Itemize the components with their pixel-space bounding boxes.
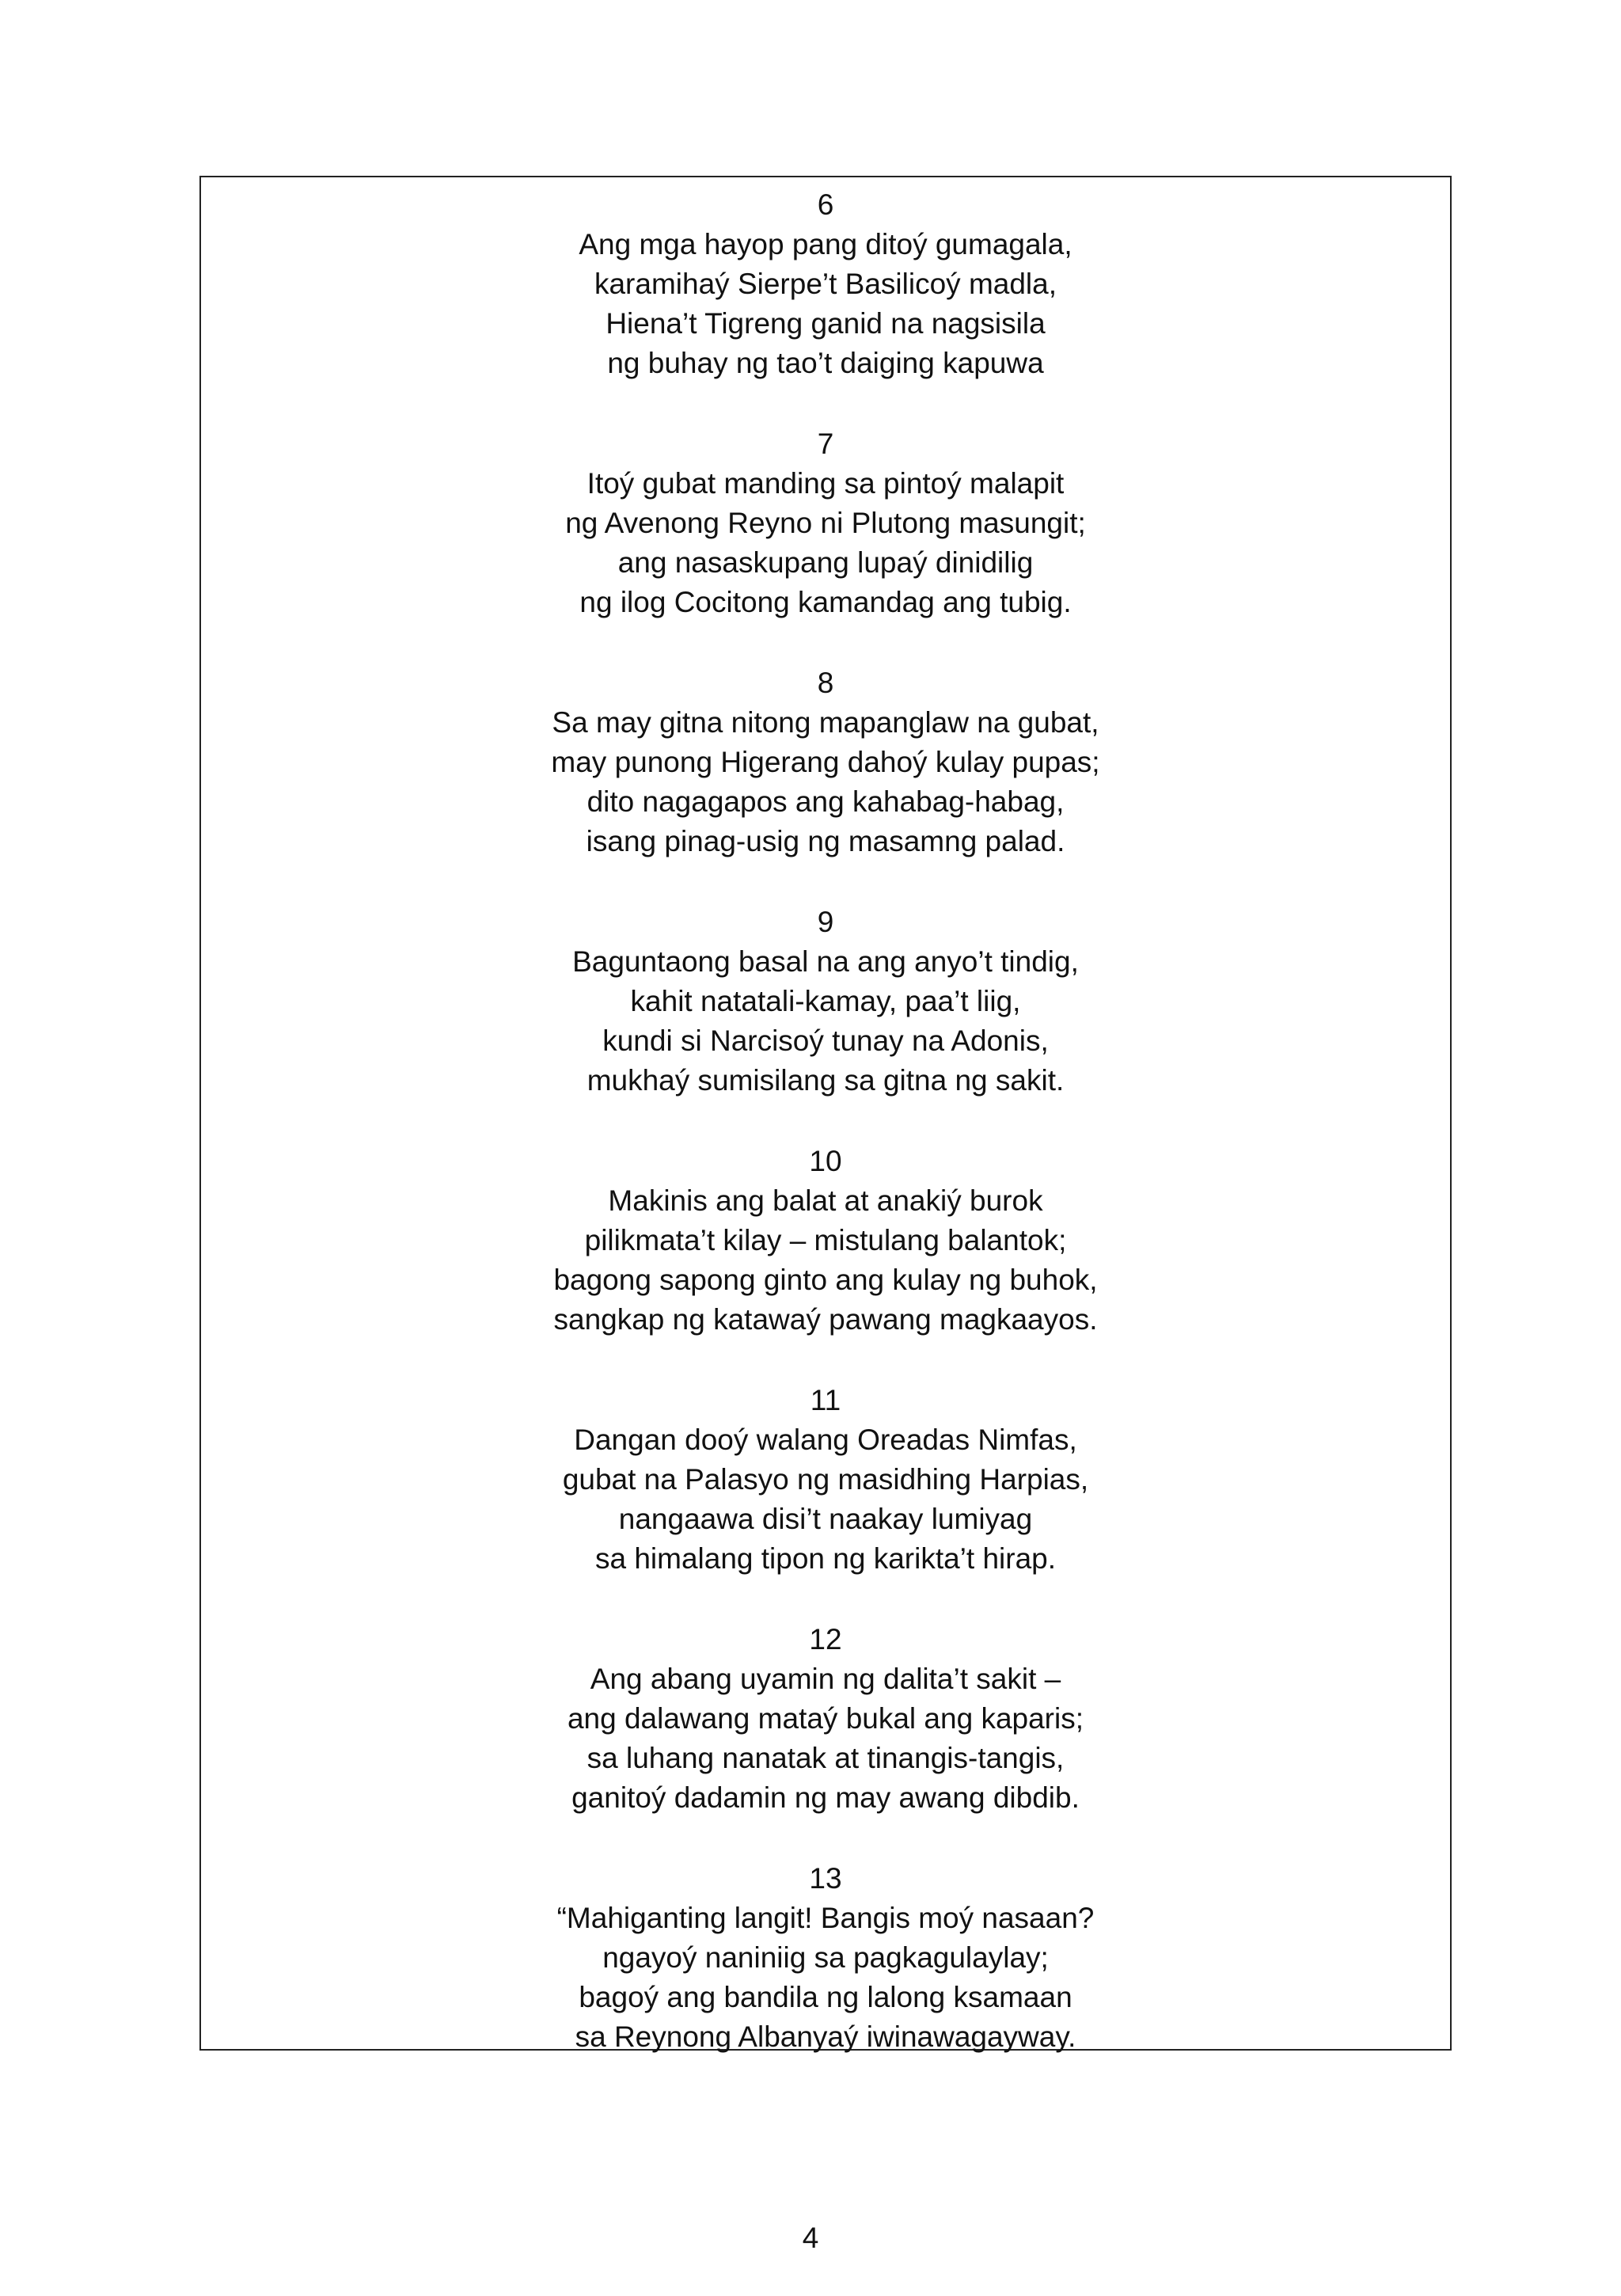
stanza-line: ng buhay ng tao’t daiging kapuwa [607, 347, 1044, 379]
stanza-number: 8 [817, 667, 834, 699]
stanza-line: bagoý ang bandila ng lalong ksamaan [579, 1981, 1072, 2013]
stanza-number: 12 [809, 1623, 842, 1655]
stanza-6 [201, 185, 1450, 424]
stanza-line: sa himalang tipon ng karikta’t hirap. [594, 1542, 1057, 1575]
stanza-line: sa luhang nanatak at tinangis-tangis, [587, 1742, 1065, 1774]
stanza-list [201, 185, 1450, 2098]
stanza-line: Itoý gubat manding sa pintoý malapit [587, 467, 1065, 500]
stanza-line: sa Reynong Albanyaý iwinawagayway. [575, 2020, 1076, 2053]
stanza-10 [201, 1142, 1450, 1381]
stanza-line: pilikmata’t kilay – mistulang balantok; [584, 1224, 1067, 1256]
stanza-line: ng ilog Cocitong kamandag ang tubig. [579, 586, 1072, 618]
page-number: 4 [802, 2222, 819, 2254]
stanza-line: Makinis ang balat at anakiý burok [608, 1184, 1043, 1217]
stanza-line: Sa may gitna nitong mapanglaw na gubat, [552, 706, 1099, 739]
stanza-line: Hiena’t Tigreng ganid na nagsisila [606, 307, 1046, 340]
stanza-line: “Mahiganting langit! Bangis moý nasaan? [556, 1902, 1095, 1934]
stanza-line: kundi si Narcisoý tunay na Adonis, [602, 1024, 1049, 1057]
stanza-line: ang dalawang mataý bukal ang kaparis; [567, 1702, 1084, 1735]
stanza-number: 9 [817, 906, 834, 938]
stanza-line: nangaawa disi’t naakay lumiyag [618, 1503, 1033, 1535]
stanza-12 [201, 1620, 1450, 1859]
stanza-line: ang nasaskupang lupaý dinidilig [617, 546, 1034, 579]
stanza-line: Dangan dooý walang Oreadas Nimfas, [574, 1424, 1077, 1456]
stanza-line: ng Avenong Reyno ni Plutong masungit; [565, 507, 1086, 539]
stanza-9 [201, 903, 1450, 1142]
stanza-line: gubat na Palasyo ng masidhing Harpias, [562, 1463, 1089, 1496]
stanza-number: 6 [817, 188, 834, 221]
stanza-number: 10 [809, 1145, 842, 1177]
stanza-line: sangkap ng katawaý pawang magkaayos. [553, 1303, 1098, 1336]
stanza-13 [201, 1859, 1450, 2098]
stanza-line: mukhaý sumisilang sa gitna ng sakit. [587, 1064, 1065, 1097]
poem-box [199, 176, 1452, 2051]
stanza-11 [201, 1381, 1450, 1620]
stanza-line: Baguntaong basal na ang anyo’t tindig, [572, 945, 1079, 978]
stanza-line: Ang abang uyamin ng dalita’t sakit – [590, 1663, 1061, 1695]
stanza-line: bagong sapong ginto ang kulay ng buhok, [553, 1264, 1098, 1296]
stanza-number: 11 [810, 1384, 841, 1416]
stanza-number: 13 [809, 1862, 842, 1895]
stanza-7 [201, 424, 1450, 663]
stanza-number: 7 [817, 428, 834, 460]
stanza-line: isang pinag-usig ng masamng palad. [586, 825, 1065, 857]
stanza-line: ngayoý naniniig sa pagkagulaylay; [602, 1941, 1049, 1974]
stanza-8 [201, 663, 1450, 903]
stanza-line: ganitoý dadamin ng may awang dibdib. [571, 1781, 1080, 1814]
stanza-line: kahit natatali-kamay, paa’t liig, [630, 985, 1021, 1017]
stanza-line: karamihaý Sierpe’t Basilicoý madla, [594, 268, 1057, 300]
stanza-line: may punong Higerang dahoý kulay pupas; [551, 746, 1100, 778]
stanza-line: Ang mga hayop pang ditoý gumagala, [579, 228, 1072, 260]
stanza-line: dito nagagapos ang kahabag-habag, [587, 785, 1065, 818]
